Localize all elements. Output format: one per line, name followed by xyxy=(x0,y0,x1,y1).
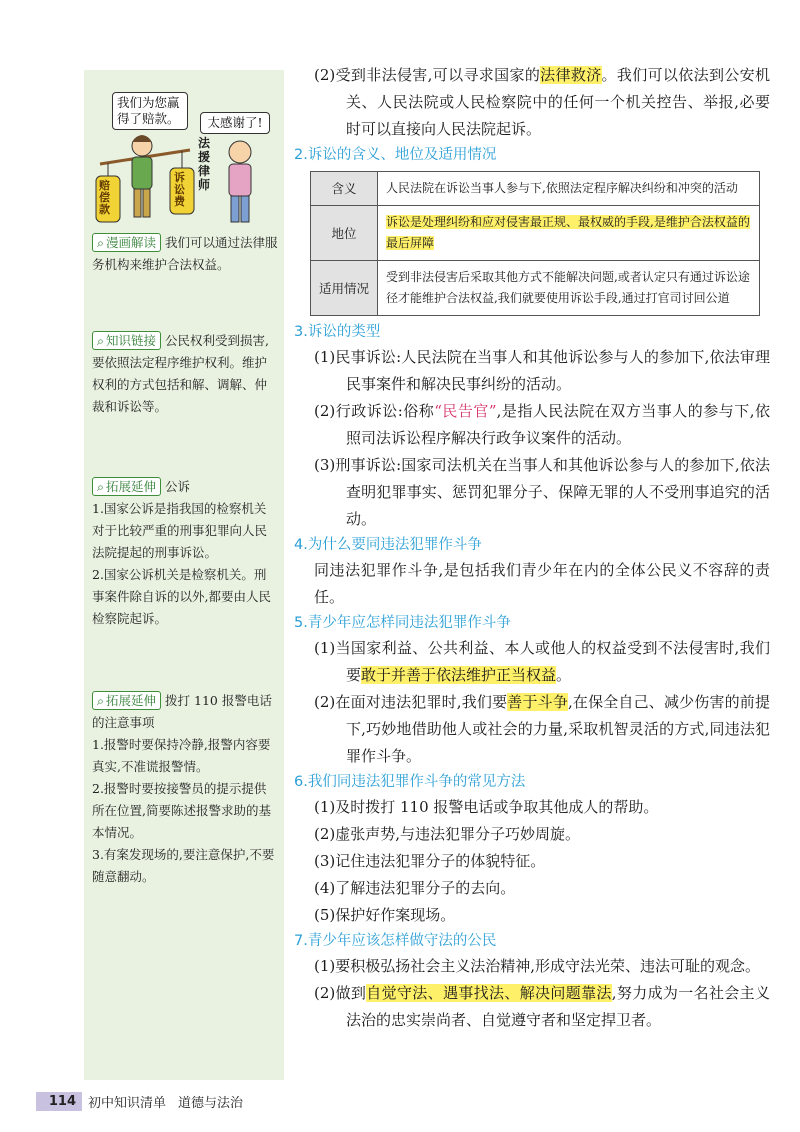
sidebar-box-knowledge xyxy=(92,330,278,418)
magnify-icon: ⌕ xyxy=(97,333,105,348)
speech-bubble-client: 太感谢了! xyxy=(200,112,270,134)
extension-1-item: 2.国家公诉机关是检察机关。刑事案件除自诉的以外,都要由人民检察院起诉。 xyxy=(92,567,271,626)
sidebar-box-public-prosecution xyxy=(92,476,278,630)
table-label: 适用情况 xyxy=(311,261,378,316)
knowledge-text: 公民权利受到损害,要依照法定程序维护权利。维护权利的方式包括和解、调解、仲裁和诉讼等。 xyxy=(92,333,270,414)
sidebar-box-110 xyxy=(92,690,278,888)
table-label: 地位 xyxy=(311,206,378,261)
main-content xyxy=(290,62,770,1034)
list-item: (4)了解违法犯罪分子的去向。 xyxy=(314,879,516,897)
paragraph-how-fight-1: (1)当国家利益、公共利益、本人或他人的权益受到不法侵害时,我们要敢于并善于依法维护正当权益。 xyxy=(314,639,770,684)
paragraph-criminal: (3)刑事诉讼:国家司法机关在当事人和其他诉讼参与人的参加下,依法查明犯罪事实、惩罚犯罪分子、保障无罪的人不受刑事追究的活动。 xyxy=(314,456,770,528)
section-heading-5: 5.青少年应怎样同违法犯罪作斗争 xyxy=(294,615,511,631)
tag-knowledge: ⌕ 知识链接 xyxy=(92,331,161,350)
table-cell: 人民法院在诉讼当事人参与下,依照法定程序解决纠纷和冲突的活动 xyxy=(378,172,760,206)
extension-2-title: 拨打 110 报警电话的注意事项 xyxy=(92,693,272,730)
page-number: 114 xyxy=(36,1092,82,1111)
magnify-icon: ⌕ xyxy=(97,693,105,708)
table-row xyxy=(311,172,760,206)
magnify-icon: ⌕ xyxy=(97,235,105,250)
list-item: (5)保护好作案现场。 xyxy=(314,906,456,924)
table-cell: 受到非法侵害后采取其他方式不能解决问题,或者认定只有通过诉讼途径才能维护合法权益,我们就要使用诉讼手段,通过打官司讨回公道 xyxy=(378,261,760,316)
cartoon-illustration xyxy=(90,84,278,234)
extension-1-title: 公诉 xyxy=(165,479,191,494)
paragraph-why-fight: 同违法犯罪作斗争,是包括我们青少年在内的全体公民义不容辞的责任。 xyxy=(314,561,770,606)
book-title: 初中知识清单 xyxy=(88,1095,167,1111)
cartoon-figures xyxy=(90,84,278,234)
section-heading-6: 6.我们同违法犯罪作斗争的常见方法 xyxy=(294,774,526,790)
sidebar-box-comic xyxy=(92,232,278,276)
bag-label-compensation: 赔偿款 xyxy=(99,179,110,216)
extension-2-item: 1.报警时要保持冷静,报警内容要真实,不准谎报警情。 xyxy=(92,737,271,774)
list-item: (2)虚张声势,与违法犯罪分子巧妙周旋。 xyxy=(314,825,581,843)
paragraph-how-fight-2: (2)在面对违法犯罪时,我们要善于斗争,在保全自己、减少伤害的前提下,巧妙地借助他人或社会的力量,采取机智灵活的方式,同违法犯罪作斗争。 xyxy=(314,693,770,765)
table-label: 含义 xyxy=(311,172,378,206)
section-heading-7: 7.青少年应该怎样做守法的公民 xyxy=(294,933,497,949)
extension-2-item: 2.报警时要按接警员的提示提供所在位置,简要陈述报警求助的基本情况。 xyxy=(92,781,271,840)
page-footer xyxy=(36,1090,243,1112)
extension-1-item: 1.国家公诉是指我国的检察机关对于比较严重的刑事犯罪向人民法院提起的刑事诉讼。 xyxy=(92,501,268,560)
paragraph-law-abiding-2: (2)做到自觉守法、遇事找法、解决问题靠法,努力成为一名社会主义法治的忠实崇尚者、自觉遵守者和坚定捍卫者。 xyxy=(314,984,770,1029)
paragraph-civil: (1)民事诉讼:人民法院在当事人和其他诉讼参与人的参加下,依法审理民事案件和解决民事纠纷的活动。 xyxy=(314,348,770,393)
paragraph-law-abiding-1: (1)要积极弘扬社会主义法治精神,形成守法光荣、违法可耻的观念。 xyxy=(314,957,761,975)
paragraph-administrative: (2)行政诉讼:俗称“民告官”,是指人民法院在双方当事人的参与下,依照司法诉讼程序解决行政争议案件的活动。 xyxy=(314,402,770,447)
speech-bubble-lawyer: 我们为您赢得了赔款。 xyxy=(112,92,188,130)
section-heading-4: 4.为什么要同违法犯罪作斗争 xyxy=(294,537,482,553)
table-cell: 诉讼是处理纠纷和应对侵害最正规、最权威的手段,是维护合法权益的最后屏障 xyxy=(378,206,760,261)
section-heading-2: 2.诉讼的含义、地位及适用情况 xyxy=(294,147,497,163)
section-heading-3: 3.诉讼的类型 xyxy=(294,324,381,340)
label-lawyer: 法援律师 xyxy=(198,136,211,192)
extension-2-item: 3.有案发现场的,要注意保护,不要随意翻动。 xyxy=(92,847,275,884)
tag-comic: ⌕ 漫画解读 xyxy=(92,233,161,252)
table-row xyxy=(311,206,760,261)
magnify-icon: ⌕ xyxy=(97,479,105,494)
table-row xyxy=(311,261,760,316)
tag-extension-2: ⌕ 拓展延伸 xyxy=(92,691,161,710)
list-item: (1)及时拨打 110 报警电话或争取其他成人的帮助。 xyxy=(314,798,659,816)
subject-title: 道德与法治 xyxy=(178,1095,244,1111)
paragraph-legal-remedy: (2)受到非法侵害,可以寻求国家的法律救济。我们可以依法到公安机关、人民法院或人民检察院中的任何一个机关控告、举报,必要时可以直接向人民法院起诉。 xyxy=(314,66,770,138)
litigation-table xyxy=(310,171,760,316)
comic-text: 我们可以通过法律服务机构来维护合法权益。 xyxy=(92,235,278,272)
bag-label-fees: 诉讼费 xyxy=(174,171,185,208)
list-item: (3)记住违法犯罪分子的体貌特征。 xyxy=(314,852,546,870)
tag-extension-1: ⌕ 拓展延伸 xyxy=(92,477,161,496)
